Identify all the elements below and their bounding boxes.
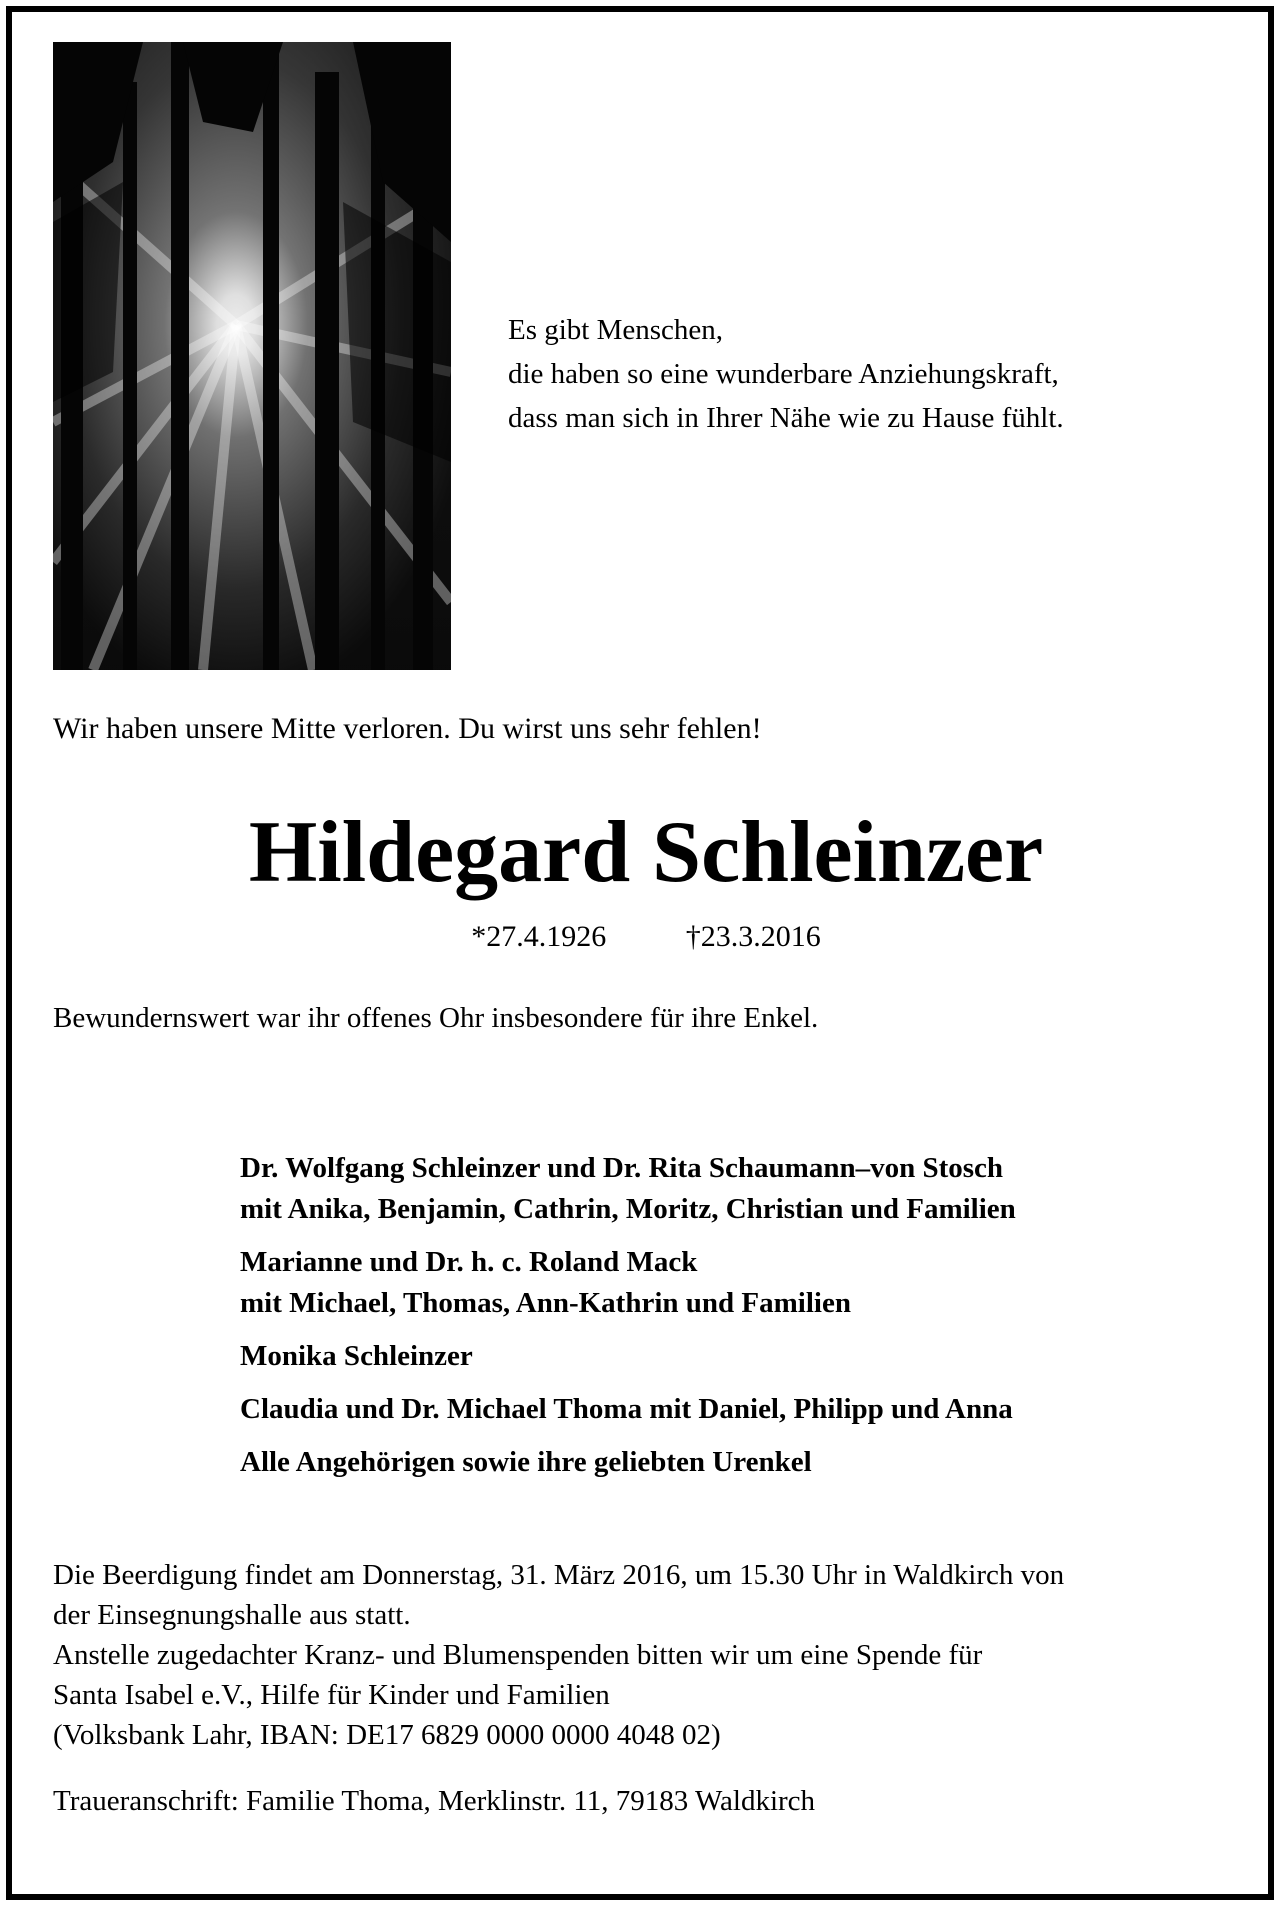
- quote-line: Es gibt Menschen,: [508, 314, 724, 346]
- mourner-group: [240, 1148, 1016, 1230]
- funeral-line: Santa Isabel e.V., Hilfe für Kinder und Familien: [53, 1679, 610, 1711]
- mourner-line: mit Michael, Thomas, Ann-Kathrin und Familien: [240, 1287, 851, 1319]
- quote-line: dass man sich in Ihrer Nähe wie zu Hause fühlt.: [508, 402, 1064, 434]
- funeral-notice: [53, 1555, 1064, 1755]
- opening-quote: [508, 308, 1064, 440]
- mourner-line: Monika Schleinzer: [240, 1340, 473, 1372]
- mourner-group: [240, 1242, 1016, 1324]
- deceased-name: Hildegard Schleinzer: [248, 804, 1044, 901]
- mourner-group: [240, 1336, 1016, 1377]
- mourner-group: [240, 1389, 1016, 1430]
- quote-line: die haben so eine wunderbare Anziehungskraft,: [508, 358, 1059, 390]
- forest-sunrays-photo: [53, 42, 451, 670]
- mourning-address: Traueranschrift: Familie Thoma, Merklinstr. 11, 79183 Waldkirch: [53, 1785, 816, 1817]
- remark-text: Bewundernswert war ihr offenes Ohr insbesondere für ihre Enkel.: [53, 1002, 819, 1034]
- mourner-line: mit Anika, Benjamin, Cathrin, Moritz, Christian und Familien: [240, 1193, 1016, 1225]
- mourner-line: Dr. Wolfgang Schleinzer und Dr. Rita Schaumann–von Stosch: [240, 1152, 1004, 1184]
- birth-date: *27.4.1926: [471, 920, 607, 953]
- funeral-line: Anstelle zugedachter Kranz- und Blumenspenden bitten wir um eine Spende für: [53, 1639, 983, 1671]
- mourner-group: [240, 1442, 1016, 1483]
- funeral-line: der Einsegnungshalle aus statt.: [53, 1599, 411, 1631]
- forest-sunrays-image: [53, 42, 451, 670]
- lead-sentence: Wir haben unsere Mitte verloren. Du wirst uns sehr fehlen!: [53, 712, 762, 745]
- mourner-line: Marianne und Dr. h. c. Roland Mack: [240, 1246, 698, 1278]
- funeral-line: (Volksbank Lahr, IBAN: DE17 6829 0000 0000 4048 02): [53, 1719, 721, 1751]
- funeral-line: Die Beerdigung findet am Donnerstag, 31. März 2016, um 15.30 Uhr in Waldkirch von: [53, 1559, 1065, 1591]
- mourners-list: [240, 1148, 1016, 1495]
- mourner-line: Claudia und Dr. Michael Thoma mit Daniel, Philipp und Anna: [240, 1393, 1013, 1425]
- death-date: †23.3.2016: [685, 920, 821, 953]
- obituary-frame: [6, 6, 1274, 1900]
- life-dates: [12, 920, 1280, 954]
- mourner-line: Alle Angehörigen sowie ihre geliebten Urenkel: [240, 1446, 812, 1478]
